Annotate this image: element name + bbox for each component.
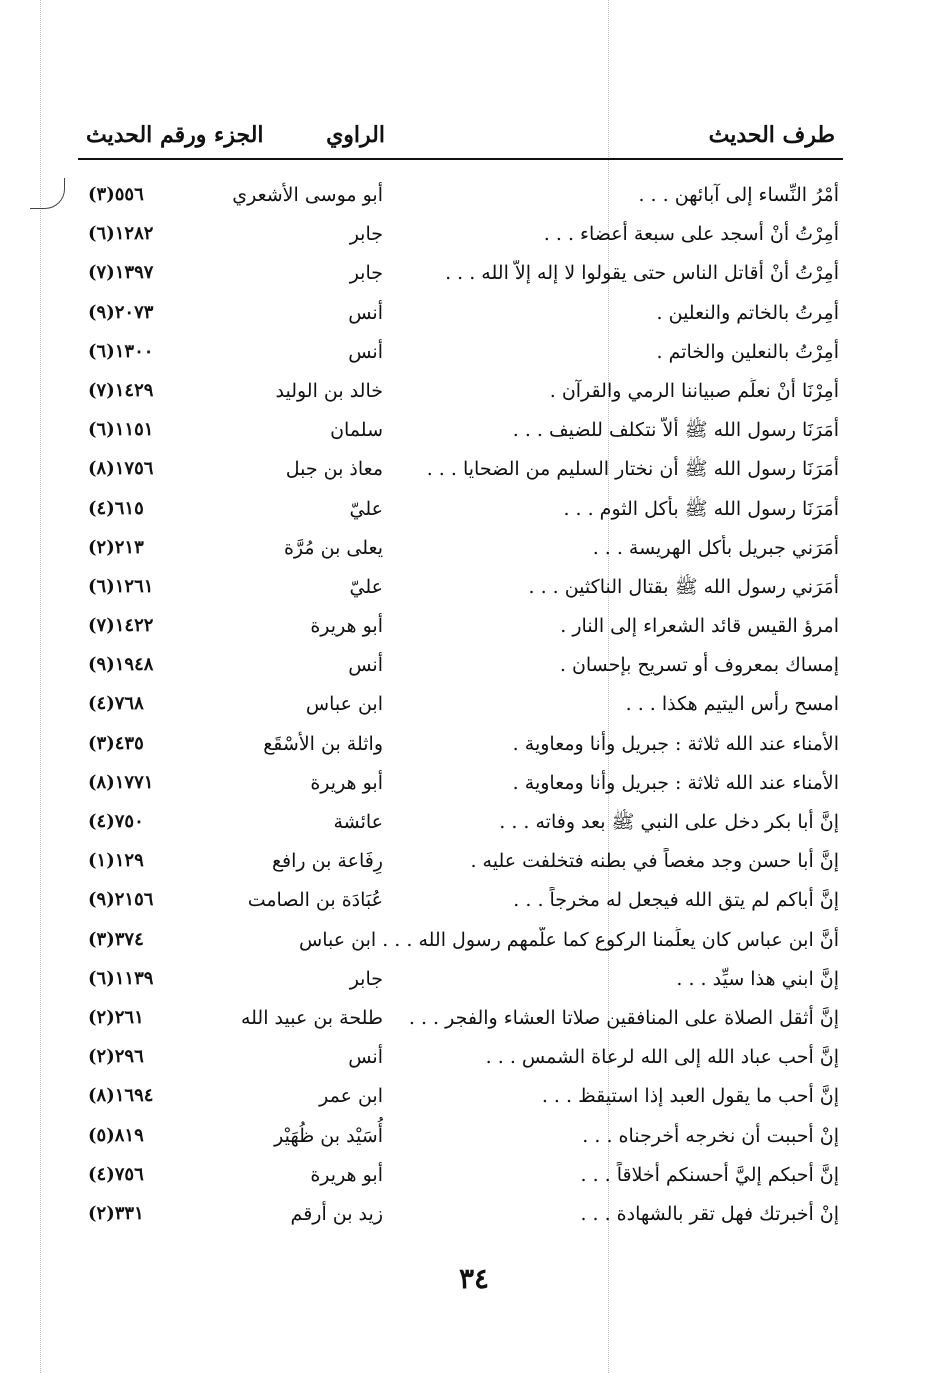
narrator-name: أنس [348,654,383,677]
volume-hadith-number: ٢١٥٦(٩) [88,889,154,911]
volume-hadith-number: ١٣٩٧(٧) [88,262,154,284]
table-row [78,294,843,333]
hadith-text: إنَّ أثقل الصلاة على المنافقين صلاتا العشاء والفجر . . . [408,1006,839,1029]
volume-hadith-number: ١٩٤٨(٩) [88,654,154,676]
narrator-name: ابن عباس [305,693,383,716]
table-row [78,490,843,529]
table-row [78,999,843,1038]
table-row [78,1117,843,1156]
table-row [78,881,843,920]
table-row [78,1077,843,1116]
narrator-name: خالد بن الوليد [275,379,383,402]
table-row [78,215,843,254]
narrator-name: سلمان [330,419,383,442]
table-row [78,646,843,685]
table-row [78,1156,843,1195]
narrator-name: معاذ بن جبل [285,458,383,481]
hadith-text: إنَّ أبا حسن وجد مغصاً في بطنه فتخلفت عليه . [470,850,839,873]
table-row [78,960,843,999]
table-row [78,529,843,568]
table-row [78,568,843,607]
hadith-text: أَمَرَني رسول الله ﷺ بقتال الناكثين . . . [528,575,839,598]
narrator-name: أبو موسى الأشعري [232,184,383,206]
table-header [78,118,843,160]
page-number: ٣٤ [458,1262,490,1295]
volume-hadith-number: ١٦٩٤(٨) [88,1085,154,1107]
table-row [78,333,843,372]
hadith-text: إنْ أخبرتك فهل تقر بالشهادة . . . [580,1202,839,1225]
volume-hadith-number: ٢٩٦(٢) [88,1046,144,1068]
hadith-text: امرؤ القيس قائد الشعراء إلى النار . [560,615,839,638]
hadith-text: إنَّ ابني هذا سيِّد . . . [676,967,839,990]
volume-hadith-number: ١٤٢٩(٧) [88,379,154,401]
table-row [78,607,843,646]
volume-hadith-number: ٥٥٦(٣) [88,184,144,205]
hadith-text: أَمَرَنَا رسول الله ﷺ بأكل الثوم . . . [563,497,839,520]
volume-hadith-number: ٢١٣(٢) [88,536,144,558]
hadith-text: امسح رأس اليتيم هكذا . . . [625,693,839,716]
hadith-text: أُمِرْتُ أَنْ أُقاتل الناس حتى يقولوا لا إله إلاّ الله . . . [445,262,839,285]
volume-hadith-number: ٤٣٥(٣) [88,732,144,754]
hadith-text: أَمَرَنَا رسول الله ﷺ ألاّ نتكلف للضيف . . . [512,419,839,442]
narrator-name: ابن عمر [319,1085,383,1108]
hadith-text: إمساك بمعروف أو تسريح بإحسان . [559,654,839,677]
volume-hadith-number: ١١٣٩(٦) [88,967,154,989]
volume-hadith-number: ١٣٠٠(٦) [88,340,154,362]
hadith-text: إنَّ أباكم لم يتق الله فيجعل له مخرجاً . . . [513,889,839,912]
table-row [78,1038,843,1077]
narrator-name: عليّ [349,497,383,520]
narrator-name: أُسَيْد بن ظُهَيْر [274,1124,383,1147]
handwritten-bracket-mark [30,178,65,209]
volume-hadith-number: ١٢٨٢(٦) [88,223,154,245]
volume-hadith-number: ٣٧٤(٣) [88,928,144,950]
table-row [78,254,843,293]
volume-hadith-number: ١٧٧١(٨) [88,771,154,793]
narrator-name: طلحة بن عبيد الله [240,1006,383,1029]
hadith-text: إنَّ أحب عباد الله إلى الله لرعاة الشمس . . . [485,1046,839,1069]
narrator-name: واثلة بن الأسْقَع [263,732,383,755]
table-row [78,176,843,215]
narrator-name: جابر [349,223,383,246]
narrator-name: عُبَادَة بن الصامت [247,889,383,912]
hadith-text: إنْ أحببت أن نخرجه أخرجناه . . . [582,1124,839,1147]
hadith-text: أَمَرَنَا رسول الله ﷺ أن نختار السليم من الضحايا . . . [426,458,839,481]
table-row [78,372,843,411]
hadith-text: أنَّ ابن عباس كان يعلِّمنا الركوع كما علَّمهم رسول الله . . . ابن عباس [299,928,839,951]
header-hadith: طرف الحديث [708,122,835,148]
volume-hadith-number: ١٢٩(١) [88,850,144,872]
table-row [78,411,843,450]
hadith-text: إنَّ أحب ما يقول العبد إذا استيقظ . . . [541,1085,839,1108]
narrator-name: زيد بن أرقم [290,1202,383,1225]
hadith-text: أَمْرُ النِّساء إلى آبائهن . . . [638,184,839,206]
table-row [78,764,843,803]
hadith-text: أُمِرْتُ أَنْ أسجد على سبعة أعضاء . . . [543,223,839,246]
narrator-name: جابر [349,967,383,990]
narrator-name: أنس [348,340,383,363]
hadith-index-table [78,176,843,1234]
volume-hadith-number: ٢٠٧٣(٩) [88,301,154,323]
hadith-text: إنَّ أحبكم إليَّ أحسنكم أخلاقاً . . . [580,1163,839,1186]
narrator-name: رِفَاعة بن رافع [271,850,383,873]
table-row [78,803,843,842]
narrator-name: يعلى بن مُرَّة [283,536,383,559]
volume-hadith-number: ١٧٥٦(٨) [88,458,154,480]
narrator-name: أبو هريرة [310,615,383,638]
hadith-text: أَمَرَني جبريل بأكل الهريسة . . . [592,536,839,559]
hadith-text: أُمِرْتُ بالنعلين والخاتم . [656,340,839,363]
narrator-name: عائشة [333,811,383,833]
narrator-name: جابر [349,262,383,285]
hadith-text: أُمِرْنَا أَنْ نعلِّم صبياننا الرمي والقرآن . [549,379,839,402]
volume-hadith-number: ٨١٩(٥) [88,1124,144,1146]
narrator-name: أنس [348,1046,383,1069]
volume-hadith-number: ٣٣١(٢) [88,1202,144,1224]
narrator-name: أبو هريرة [310,1163,383,1186]
volume-hadith-number: ٢٦١(٢) [88,1006,144,1028]
hadith-text: أُمِرتُ بالخاتم والنعلين . [656,301,839,324]
volume-hadith-number: ٧٥٠(٤) [88,811,144,832]
volume-hadith-number: ٧٥٦(٤) [88,1163,144,1185]
table-row [78,1195,843,1234]
volume-hadith-number: ١٤٢٢(٧) [88,615,154,637]
narrator-name: أبو هريرة [310,771,383,794]
narrator-name: عليّ [349,575,383,598]
hadith-text: الأمناء عند الله ثلاثة : جبريل وأنا ومعاوية . [512,771,839,794]
volume-hadith-number: ١١٥١(٦) [88,419,154,441]
hadith-text: الأمناء عند الله ثلاثة : جبريل وأنا ومعاوية . [512,732,839,755]
table-row [78,450,843,489]
table-row [78,725,843,764]
volume-hadith-number: ٧٦٨(٤) [88,693,144,715]
header-narrator: الراوي [326,122,385,148]
narrator-name: أنس [348,301,383,324]
table-row [78,842,843,881]
hadith-text: إنَّ أبا بكر دخل على النبي ﷺ بعد وفاته . . . [499,811,839,833]
volume-hadith-number: ٦١٥(٤) [88,497,144,519]
table-row [78,685,843,724]
volume-hadith-number: ١٢٦١(٦) [88,575,154,597]
table-row [78,921,843,960]
header-ref: الجزء ورقم الحديث [86,122,264,148]
